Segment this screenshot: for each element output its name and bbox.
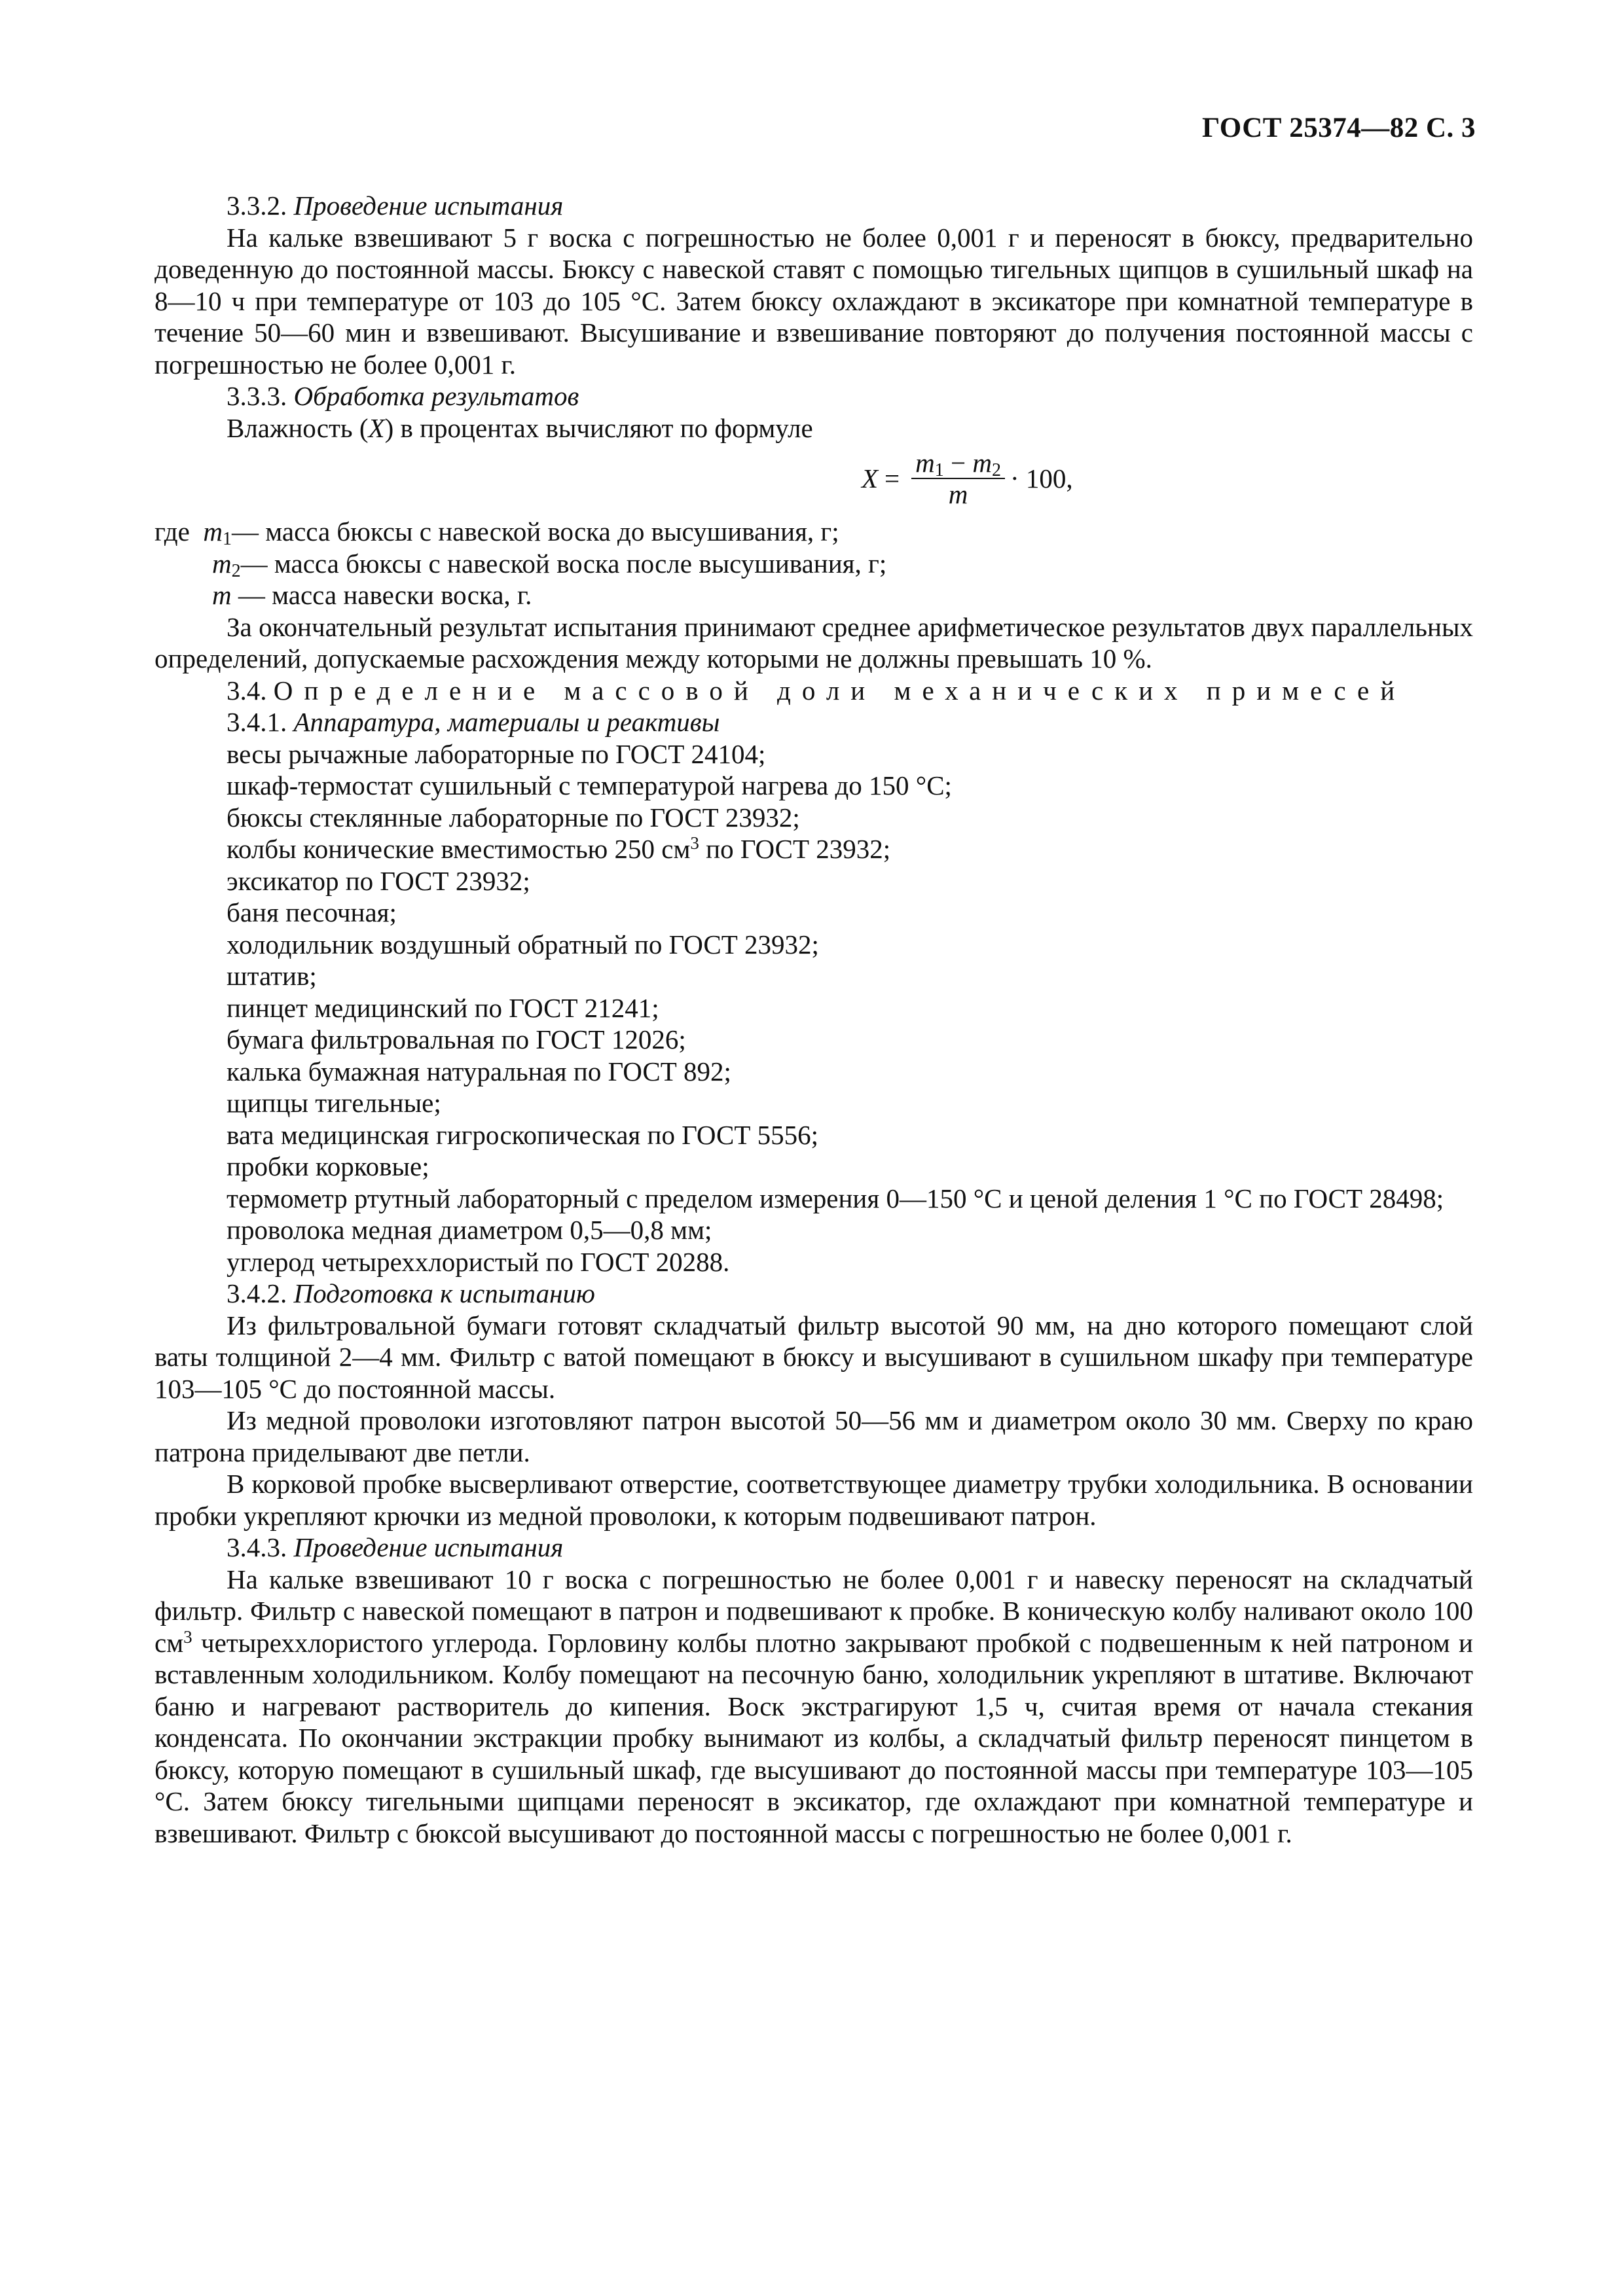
equals-sign: =: [884, 463, 900, 493]
section-title: Проведение испытания: [293, 1532, 564, 1562]
var-m2: m: [972, 448, 993, 478]
section-heading-3-4-1: [155, 706, 1473, 738]
section-title: Аппаратура, материалы и реактивы: [293, 707, 720, 737]
section-title: Определение массовой доли механических примесей: [273, 675, 1406, 706]
section-heading-3-3-2: [155, 190, 1473, 222]
section-number: 3.4.1.: [227, 707, 287, 737]
numerator: [911, 449, 1005, 479]
formula-block: [155, 444, 1473, 516]
section-heading-3-3-3: [155, 380, 1473, 412]
variable: X: [368, 412, 385, 443]
paragraph: В корковой пробке высверливают отверстие, соответствующее диаметру трубки холодильника. В основании пробки укрепляют крючки из медной проволоки, к которым подвешивают патрон.: [155, 1469, 1473, 1531]
var-m1: m: [915, 448, 935, 478]
section-number: 3.4.: [227, 675, 267, 706]
list-item: калька бумажная натуральная по ГОСТ 892;: [227, 1056, 731, 1086]
list-item: щипцы тигельные;: [227, 1088, 441, 1118]
definition-text: — масса бюксы с навеской воска после высушивания, г;: [240, 548, 887, 579]
formula-tail: · 100,: [1010, 463, 1073, 493]
intro-text: Влажность (: [227, 412, 369, 443]
section-number: 3.4.3.: [227, 1532, 287, 1562]
paragraph: Из фильтровальной бумаги готовят складчатый фильтр высотой 90 мм, на дно которого помещают слой ваты толщиной 2—4 мм. Фильтр с ватой помещают в бюксу и высушивают в сушильном шкафу при температуре 103—105 °С до постоянной массы.: [155, 1310, 1473, 1404]
paragraph: [155, 1564, 1473, 1850]
formula-lhs: X: [862, 463, 879, 493]
var-m1: m: [203, 516, 223, 547]
superscript: 3: [690, 833, 699, 853]
fraction: [911, 449, 1005, 508]
item-text: по ГОСТ 23932;: [699, 834, 891, 864]
formula-intro: [155, 412, 1473, 444]
definition-text: — масса навески воска, г.: [231, 580, 532, 610]
where-word: где: [155, 516, 190, 547]
list-item: термометр ртутный лабораторный с пределом измерения 0—150 °С и ценой деления 1 °С по ГОСТ 28498;: [227, 1183, 1444, 1213]
paragraph: За окончательный результат испытания принимают среднее арифметическое результатов двух параллельных определений, допускаемые расхождения между которыми не должны превышать 10 %.: [155, 611, 1473, 673]
list-item: шкаф-термостат сушильный с температурой нагрева до 150 °С;: [227, 770, 952, 800]
paragraph: На кальке взвешивают 5 г воска с погрешностью не более 0,001 г и переносят в бюксу, предварительно доведенную до постоянной массы. Бюксу с навеской ставят с помощью тигельных щипцов в сушильный шкаф на 8—10 ч при температуре от 103 до 105 °С. Затем бюксу охлаждают в эксикаторе при комнатной температуре в течение 50—60 мин и взвешивают. Высушивание и взвешивание повторяют до получения постоянной массы с погрешностью не более 0,001 г.: [155, 222, 1473, 380]
sub-2: 2: [992, 460, 1002, 480]
list-item: проволока медная диаметром 0,5—0,8 мм;: [227, 1215, 712, 1245]
list-item: холодильник воздушный обратный по ГОСТ 23932;: [227, 929, 819, 960]
list-item: эксикатор по ГОСТ 23932;: [227, 865, 530, 896]
paragraph-text: На кальке взвешивают 10 г воска с погрешностью не более 0,001 г и навеску переносят на складчатый фильтр. Фильтр с навеской помещают в патрон и подвешивают к пробке. В коническую колбу наливают около 100 см: [155, 1564, 1473, 1658]
section-title: Подготовка к испытанию: [293, 1278, 595, 1308]
document-body: [155, 190, 1473, 1849]
item-text: колбы конические вместимостью 250 см: [227, 834, 691, 864]
section-heading-3-4-3: [155, 1532, 1473, 1564]
paragraph-text: четыреххлористого углерода. Горловину колбы плотно закрывают пробкой с подвешенным к ней патроном и вставленным холодильником. Колбу помещают на песочную баню, холодильник укрепляют в штативе. Включают баню и нагревают растворитель до кипения. Воск экстрагируют 1,5 ч, считая время от начала стекания конденсата. По окончании экстракции пробку вынимают из колбы, а складчатый фильтр переносят пинцетом в бюксу, которую помещают в сушильный шкаф, где высушивают до постоянной массы при температуре 103—105 °С. Затем бюксу тигельными щипцами переносят в эксикатор, где охлаждают при комнатной температуре и взвешивают. Фильтр с бюксой высушивают до постоянной массы с погрешностью не более 0,001 г.: [155, 1627, 1473, 1848]
formula: [862, 449, 1073, 508]
section-title: Обработка результатов: [293, 381, 579, 411]
definition-text: — масса бюксы с навеской воска до высушивания, г;: [231, 516, 839, 547]
section-title: Проведение испытания: [293, 190, 564, 221]
section-number: 3.3.2.: [227, 190, 287, 221]
list-item: весы рычажные лабораторные по ГОСТ 24104;: [227, 738, 766, 769]
section-number: 3.3.3.: [227, 381, 287, 411]
intro-text: ) в процентах вычисляют по формуле: [384, 412, 813, 443]
list-item: бюксы стеклянные лабораторные по ГОСТ 23932;: [227, 802, 800, 833]
paragraph: Из медной проволоки изготовляют патрон высотой 50—56 мм и диаметром около 30 мм. Сверху по краю патрона приделывают две петли.: [155, 1405, 1473, 1467]
sub-1: 1: [934, 460, 944, 480]
sub-2: 2: [231, 560, 241, 581]
section-heading-3-4: [155, 675, 1473, 707]
sub-1: 1: [222, 529, 232, 549]
list-item: вата медицинская гигроскопическая по ГОСТ 5556;: [227, 1119, 819, 1150]
section-number: 3.4.2.: [227, 1278, 287, 1308]
list-item: пинцет медицинский по ГОСТ 21241;: [227, 992, 659, 1023]
list-item: бумага фильтровальная по ГОСТ 12026;: [227, 1024, 686, 1054]
definition-m2: [155, 548, 1473, 580]
minus-sign: −: [943, 448, 973, 478]
list-item: пробки корковые;: [227, 1151, 429, 1181]
section-heading-3-4-2: [155, 1278, 1473, 1310]
page-header: ГОСТ 25374—82 С. 3: [1201, 113, 1476, 143]
definition-m: [155, 579, 1473, 611]
list-item: углерод четыреххлористый по ГОСТ 20288.: [227, 1246, 730, 1277]
definition-m1: [155, 516, 1473, 548]
superscript: 3: [183, 1626, 192, 1647]
var-m2: m: [212, 548, 232, 579]
denominator: m: [948, 479, 968, 509]
var-m: m: [212, 580, 232, 610]
list-item: [155, 833, 1473, 865]
list-item: баня песочная;: [227, 897, 397, 927]
list-item: штатив;: [227, 961, 317, 991]
